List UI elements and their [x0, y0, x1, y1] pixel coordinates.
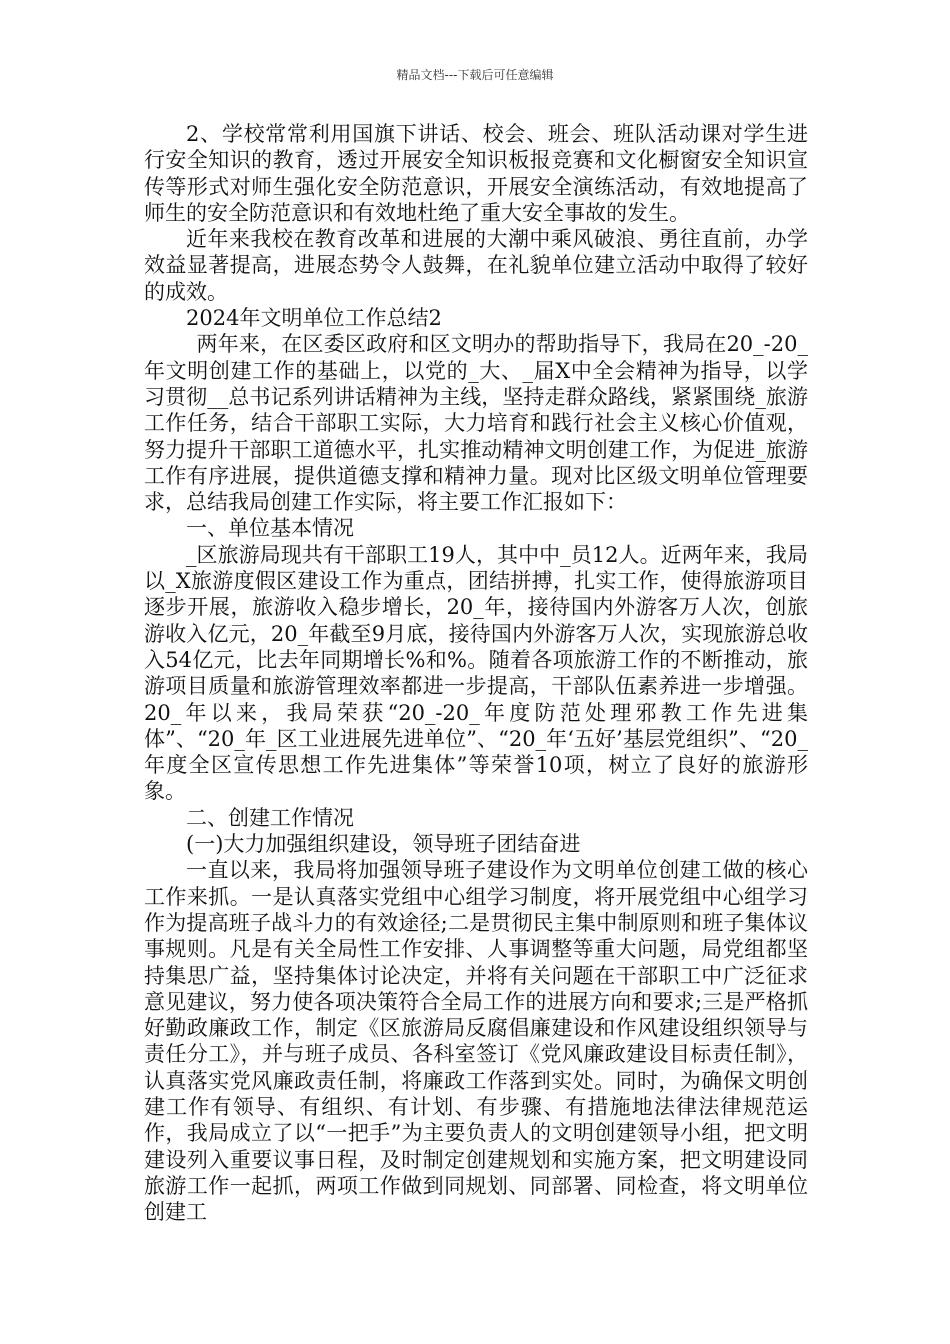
heading-creation-work: 二、创建工作情况 [186, 805, 354, 830]
page-header: 精品文档---下载后可任意编辑 [396, 68, 554, 82]
paragraph-school-achievement: 近年来我校在教育改革和进展的大潮中乘风破浪、勇往直前，办学效益显著提高，进展态势令人鼓舞，在礼貌单位建立活动中取得了较好的成效。 [144, 227, 808, 304]
paragraph-safety-education: 2、学校常常利用国旗下讲话、校会、班会、班队活动课对学生进行安全知识的教育，透过开展安全知识板报竞赛和文化橱窗安全知识宣传等形式对师生强化安全防范意识，开展安全演练活动，有效地提高了师生的安全防范意识和有效地杜绝了重大安全事故的发生。 [144, 122, 808, 225]
document-body [144, 121, 808, 1225]
paragraph-basic-situation: _区旅游局现共有干部职工19人，其中中_员12人。近两年来，我局以_X旅游度假区建设工作为重点，团结拼搏，扎实工作，使得旅游项目逐步开展，旅游收入稳步增长，20_年，接待国内外游客万人次，创旅游收入亿元，20_年截至9月底，接待国内外游客万人次，实现旅游总收入54亿元，比去年同期增长%和%。随着各项旅游工作的不断推动，旅游项目质量和旅游管理效率都进一步提高，干部队伍素养进一步增强。20_年以来，我局荣获“20_-20_年度防范处理邪教工作先进集体”、“20_年_区工业进展先进单位”、“20_年‘五好’基层党组织”、“20_年度全区宣传思想工作先进集体”等荣誉10项，树立了良好的旅游形象。 [144, 542, 808, 804]
paragraph-intro: 两年来，在区委区政府和区文明办的帮助指导下，我局在20_-20_年文明创建工作的基础上，以党的_大、_届X中全会精神为指导，以学习贯彻__总书记系列讲话精神为主线，坚持走群众路线，紧紧围绕_旅游工作任务，结合干部职工实际，大力培育和践行社会主义核心价值观，努力提升干部职工道德水平，扎实推动精神文明创建工作，为促进_旅游工作有序进展，提供道德支撑和精神力量。现对比区级文明单位管理要求，总结我局创建工作实际，将主要工作汇报如下： [144, 332, 808, 515]
paragraph-organization: 一直以来，我局将加强领导班子建设作为文明单位创建工做的核心工作来抓。一是认真落实党组中心组学习制度，将开展党组中心组学习作为提高班子战斗力的有效途径;二是贯彻民主集中制原则和班子集体议事规则。凡是有关全局性工作安排、人事调整等重大问题，局党组都坚持集思广益，坚持集体讨论决定，并将有关问题在干部职工中广泛征求意见建议，努力使各项决策符合全局工作的进展方向和要求;三是严格抓好勤政廉政工作，制定《区旅游局反腐倡廉建设和作风建设组织领导与责任分工》，并与班子成员、各科室签订《党风廉政建设目标责任制》，认真落实党风廉政责任制，将廉政工作落到实处。同时，为确保文明创建工作有领导、有组织、有计划、有步骤、有措施地法律法律规范运作，我局成立了以“一把手”为主要负责人的文明创建领导小组，把文明建设列入重要议事日程，及时制定创建规划和实施方案，把文明建设同旅游工作一起抓，两项工作做到同规划、同部署、同检查，将文明单位创建工 [144, 858, 808, 1225]
subheading-organization: (一)大力加强组织建设，领导班子团结奋进 [186, 832, 581, 857]
section-title-summary-2: 2024年文明单位工作总结2 [186, 306, 442, 331]
heading-basic-situation: 一、单位基本情况 [186, 516, 354, 541]
